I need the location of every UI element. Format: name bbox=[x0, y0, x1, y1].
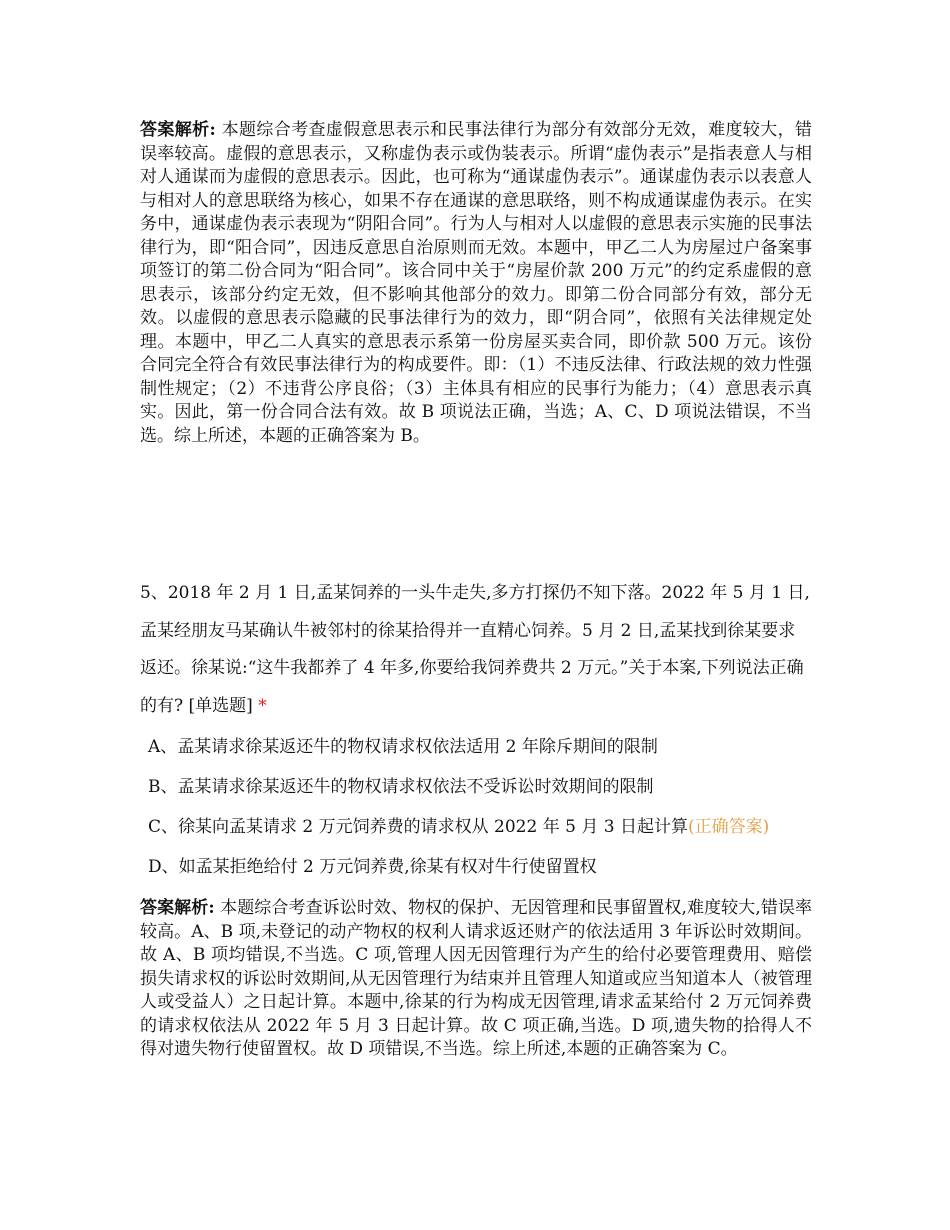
question-text: 5、2018 年 2 月 1 日,孟某饲养的一头牛走失,多方打探仍不知下落。2022 年 5 月 1 日,孟某经朋友马某确认牛被邻村的徐某拾得并一直精心饲养。5 月 2 日,孟某找到徐某要求返还。徐某说:“这牛我都养了 4 年多,你要给我饲养费共 2 万元。”关于本案,下列说法正确的有? [单选题] bbox=[140, 583, 810, 716]
analysis-text: 本题综合考查虚假意思表示和民事法律行为部分有效部分无效，难度较大，错误率较高。虚假的意思表示，又称虚伪表示或伪装表示。所谓“虚伪表示”是指表意人与相对人通谋而为虚假的意思表示。因此，也可称为“通谋虚伪表示”。通谋虚伪表示以表意人与相对人的意思联络为核心，如果不存在通谋的意思联络，则不构成通谋虚伪表示。在实务中，通谋虚伪表示表现为“阴阳合同”。行为人与相对人以虚假的意思表示实施的民事法律行为，即“阳合同”，因违反意思自治原则而无效。本题中，甲乙二人为房屋过户备案事项签订的第二份合同为“阳合同”。该合同中关于“房屋价款 200 万元”的约定系虚假的意思表示，该部分约定无效，但不影响其他部分的效力。即第二份合同部分有效，部分无效。以虚假的意思表示隐藏的民事法律行为的效力，即“阴合同”，依照有关法律规定处理。本题中，甲乙二人真实的意思表示系第一份房屋买卖合同，即价款 500 万元。该份合同完全符合有效民事法律行为的构成要件。即：（1）不违反法律、行政法规的效力性强制性规定；（2）不违背公序良俗；（3）主体具有相应的民事行为能力；（4）意思表示真实。因此，第一份合同合法有效。故 B 项说法正确，当选；A、C、D 项说法错误，不当选。综上所述，本题的正确答案为 B。 bbox=[140, 120, 813, 446]
option-b bbox=[148, 773, 812, 813]
option-a-text: A、孟某请求徐某返还牛的物权请求权依法适用 2 年除斥期间的限制 bbox=[148, 737, 658, 757]
correct-answer-tag: (正确答案) bbox=[687, 817, 770, 837]
option-b-text: B、孟某请求徐某返还牛的物权请求权依法不受诉讼时效期间的限制 bbox=[148, 777, 654, 797]
option-d-text: D、如孟某拒绝给付 2 万元饲养费,徐某有权对牛行使留置权 bbox=[148, 857, 597, 877]
option-d bbox=[148, 853, 812, 893]
analysis-text: 本题综合考查诉讼时效、物权的保护、无因管理和民事留置权,难度较大,错误率较高。A、B 项,未登记的动产物权的权利人请求返还财产的依法适用 3 年诉讼时效期间。故 A、B 项均错误,不当选。C 项,管理人因无因管理行为产生的给付必要管理费用、赔偿损失请求权的诉讼时效期间,从无因管理行为结束并且管理人知道或应当知道本人（被管理人或受益人）之日起计算。本题中,徐某的行为构成无因管理,请求孟某给付 2 万元饲养费的请求权依法从 2022 年 5 月 3 日起计算。故 C 项正确,当选。D 项,遗失物的拾得人不得对遗失物行使留置权。故 D 项错误,不当选。综上所述,本题的正确答案为 C。 bbox=[140, 898, 813, 1059]
required-mark: * bbox=[252, 695, 267, 716]
analysis-label: 答案解析: bbox=[140, 120, 216, 140]
question-5 bbox=[140, 575, 812, 725]
option-c-text: C、徐某向孟某请求 2 万元饲养费的请求权从 2022 年 5 月 3 日起计算 bbox=[148, 817, 688, 837]
option-c bbox=[148, 813, 812, 853]
answer-analysis-question-5 bbox=[140, 897, 812, 1062]
answer-analysis-previous bbox=[140, 119, 812, 448]
option-a bbox=[148, 733, 812, 773]
option-list bbox=[148, 733, 812, 893]
analysis-label: 答案解析: bbox=[140, 898, 215, 918]
